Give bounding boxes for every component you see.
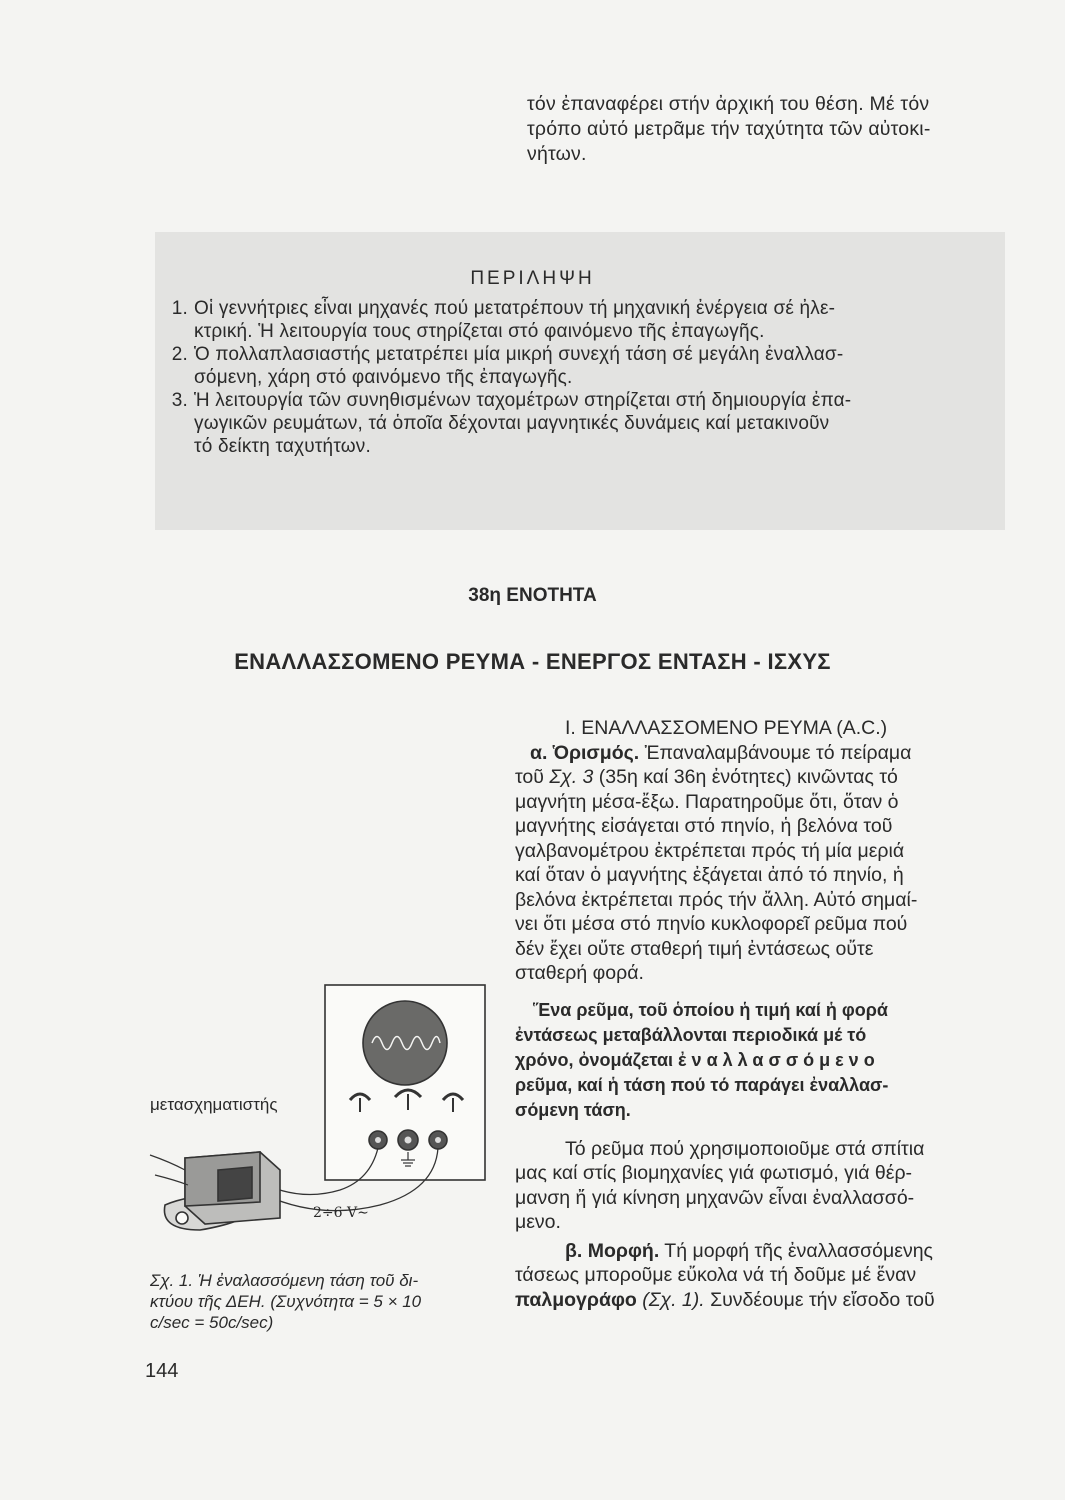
paragraph	[515, 1137, 1015, 1235]
defined-term: ἐναλλασσόμενο	[678, 1049, 880, 1070]
text-line: καί ὅταν ὁ μαγνήτης ἐξάγεται ἀπό τό πηνίο, ἡ	[515, 864, 904, 886]
text-line: γαλβανομέτρου ἐκτρέπεται πρός τή μία μεριά	[515, 839, 905, 862]
unit-title: 38η ΕΝΟΤΗΤΑ	[468, 585, 597, 606]
caption-line: c/sec = 50c/sec)	[150, 1313, 274, 1332]
text-span: Ἐπαναλαμβάνουμε τό πείραμα	[639, 741, 912, 764]
text-line: νήτων.	[527, 143, 587, 165]
text-line: Οἱ γεννήτριες εἶναι μηχανές πού μετατρέπουν τή μηχανική ἐνέργεια σέ ἠλε-	[194, 298, 836, 319]
text-span: (35η καί 36η ἐνότητες) κινῶντας τό	[593, 766, 898, 788]
caption-line: Σχ. 1. Ἡ ἐναλασσόμενη τάση τοῦ δι-	[150, 1271, 419, 1290]
text-line: μαγνήτη μέσα-ἔξω. Παρατηροῦμε ὅτι, ὅταν ὁ	[515, 790, 899, 813]
text-line: βελόνα ἐκτρέπεται πρός τήν ἄλλη. Αὐτό σημαί-	[515, 888, 918, 911]
text-line: ρεῦμα, καί ἡ τάση πού τό παράγει ἐναλλασ-	[515, 1074, 889, 1095]
text-span: Συνδέουμε τήν εἴσοδο τοῦ	[704, 1288, 935, 1311]
text-span: Τή μορφή τῆς ἐναλλασσόμενης	[659, 1239, 933, 1262]
text-line: Ἡ λειτουργία τῶν συνηθισμένων ταχομέτρων στηρίζεται στή δημιουργία ἐπα-	[194, 390, 852, 411]
page-number: 144	[145, 1360, 179, 1382]
text-span: τοῦ	[515, 766, 550, 788]
term-oscilloscope: παλμογράφο	[515, 1288, 637, 1311]
top-paragraph	[527, 92, 1007, 167]
text-line: δέν ἔχει οὔτε σταθερή τιμή ἐντάσεως οὔτε	[515, 937, 874, 960]
transformer-label: μετασχηματιστής	[150, 1095, 278, 1114]
summary-title: ΠΕΡΙΛΗΨΗ	[470, 268, 595, 289]
wire	[150, 1155, 185, 1170]
main-title: ΕΝΑΛΛΑΣΣΟΜΕΝΟ ΡΕΥΜΑ - ΕΝΕΡΓΟΣ ΕΝΤΑΣΗ - ΙΣΧΥΣ	[234, 649, 831, 674]
section-heading: I. ΕΝΑΛΛΑΣΣΟΜΕΝΟ ΡΕΥΜΑ (A.C.)	[565, 717, 888, 739]
text-line: μανση ἤ γιά κίνηση μηχανῶν εἶναι ἐναλλασσό-	[515, 1186, 915, 1209]
oscilloscope-screen	[363, 1001, 447, 1085]
text-line	[515, 1239, 1015, 1264]
summary-item	[158, 389, 1008, 458]
summary-item	[158, 343, 1008, 389]
subheading-form: β. Μορφή.	[565, 1239, 660, 1262]
text-line	[515, 741, 1015, 766]
text-line: κτρική. Ἡ λειτουργία τους στηρίζεται στό φαινόμενο τῆς ἐπαγωγῆς.	[194, 321, 765, 342]
summary-item-number: 1.	[171, 298, 188, 319]
text-line: Ὁ πολλαπλασιαστής μετατρέπει μία μικρή συνεχή τάση σέ μεγάλη ἐναλλασ-	[194, 344, 844, 365]
text-line: μας καί στίς βιομηχανίες γιά φωτισμό, γιά θέρ-	[515, 1162, 913, 1184]
text-line: ἐντάσεως μεταβάλλονται περιοδικά μέ τό	[515, 1024, 867, 1045]
text-line	[515, 1048, 1015, 1073]
text-line: νει ὅτι μέσα στό πηνίο κυκλοφορεῖ ρεῦμα πού	[515, 913, 908, 935]
text-line: μενο.	[515, 1211, 561, 1233]
text-line: τάσεως μποροῦμε εὔκολα νά τή δοῦμε μέ ἕναν	[515, 1264, 917, 1286]
text-line: σόμενη, χάρη στό φαινόμενο τῆς ἐπαγωγῆς.	[194, 367, 573, 388]
text-line: σταθερή φορά.	[515, 962, 644, 984]
text-line	[515, 1288, 1015, 1313]
figure-reference: (Σχ. 1).	[636, 1288, 705, 1311]
text-line: τρόπο αὐτό μετρᾶμε τήν ταχύτητα τῶν αὐτοκι-	[527, 118, 931, 140]
text-line	[515, 765, 1015, 790]
right-column	[515, 716, 1015, 1312]
caption-line: κτύου τῆς ΔΕΗ. (Συχνότητα = 5 × 10	[150, 1292, 422, 1311]
figure-reference: Σχ. 3	[549, 766, 594, 788]
voltage-label: 2÷6 V∼	[313, 1205, 369, 1221]
transformer-icon	[164, 1152, 280, 1230]
text-line: Ἕνα ρεῦμα, τοῦ ὁποίου ἡ τιμή καί ἡ φορά	[533, 999, 888, 1020]
text-line: γωγικῶν ρευμάτων, τά ὁποῖα δέχονται μαγνητικές δυνάμεις καί μετακινοῦν	[194, 413, 830, 434]
text-line: τό δείκτη ταχυτήτων.	[194, 436, 371, 457]
figure-caption	[150, 1270, 490, 1333]
subheading-definition: α. Ὁρισμός.	[530, 741, 640, 764]
text-line: Τό ρεῦμα πού χρησιμοποιοῦμε στά σπίτια	[565, 1137, 925, 1160]
summary-item	[158, 297, 1008, 343]
definition-box	[515, 998, 1015, 1123]
summary-list	[158, 297, 1008, 458]
text-line: σόμενη τάση.	[515, 1099, 631, 1120]
wire	[155, 1175, 188, 1185]
summary-item-number: 2.	[171, 344, 188, 365]
text-line: τόν ἐπαναφέρει στήν ἀρχική του θέση. Μέ τόν	[527, 93, 930, 115]
summary-item-number: 3.	[171, 390, 188, 411]
text-line: μαγνήτης εἰσάγεται στό πηνίο, ἡ βελόνα τοῦ	[515, 815, 893, 837]
text-span: χρόνο, ὀνομάζεται	[515, 1049, 679, 1070]
